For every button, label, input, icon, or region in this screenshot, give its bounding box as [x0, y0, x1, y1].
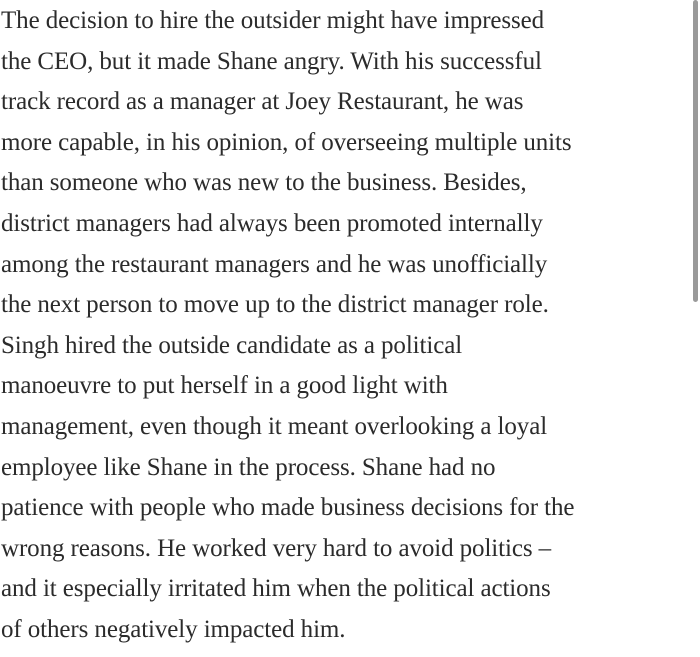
passage-line: manoeuvre to put herself in a good light with: [1, 372, 448, 400]
passage-line: the next person to move up to the district manager role.: [1, 291, 549, 319]
passage-line: management, even though it meant overlooking a loyal: [1, 412, 548, 440]
passage-line: employee like Shane in the process. Shane had no: [1, 453, 496, 481]
passage-text: [1, 1, 574, 651]
passage-line: the CEO, but it made Shane angry. With his successful: [1, 47, 542, 75]
passage-line: of others negatively impacted him.: [1, 615, 346, 643]
vertical-scrollbar[interactable]: [690, 0, 700, 657]
passage-line: track record as a manager at Joey Restaurant, he was: [1, 88, 524, 116]
passage-line: district managers had always been promoted internally: [1, 209, 543, 237]
passage-line: among the restaurant managers and he was unofficially: [1, 250, 548, 278]
passage-line: wrong reasons. He worked very hard to avoid politics –: [1, 534, 552, 562]
passage-line: patience with people who made business decisions for the: [1, 494, 575, 522]
passage-line: than someone who was new to the business. Besides,: [1, 169, 527, 197]
passage-line: Singh hired the outside candidate as a political: [1, 331, 463, 359]
passage-line: The decision to hire the outsider might have impressed: [1, 7, 545, 34]
passage-line: and it especially irritated him when the political actions: [1, 575, 551, 603]
passage-line: more capable, in his opinion, of overseeing multiple units: [1, 128, 572, 156]
scrollbar-thumb[interactable]: [693, 0, 698, 302]
